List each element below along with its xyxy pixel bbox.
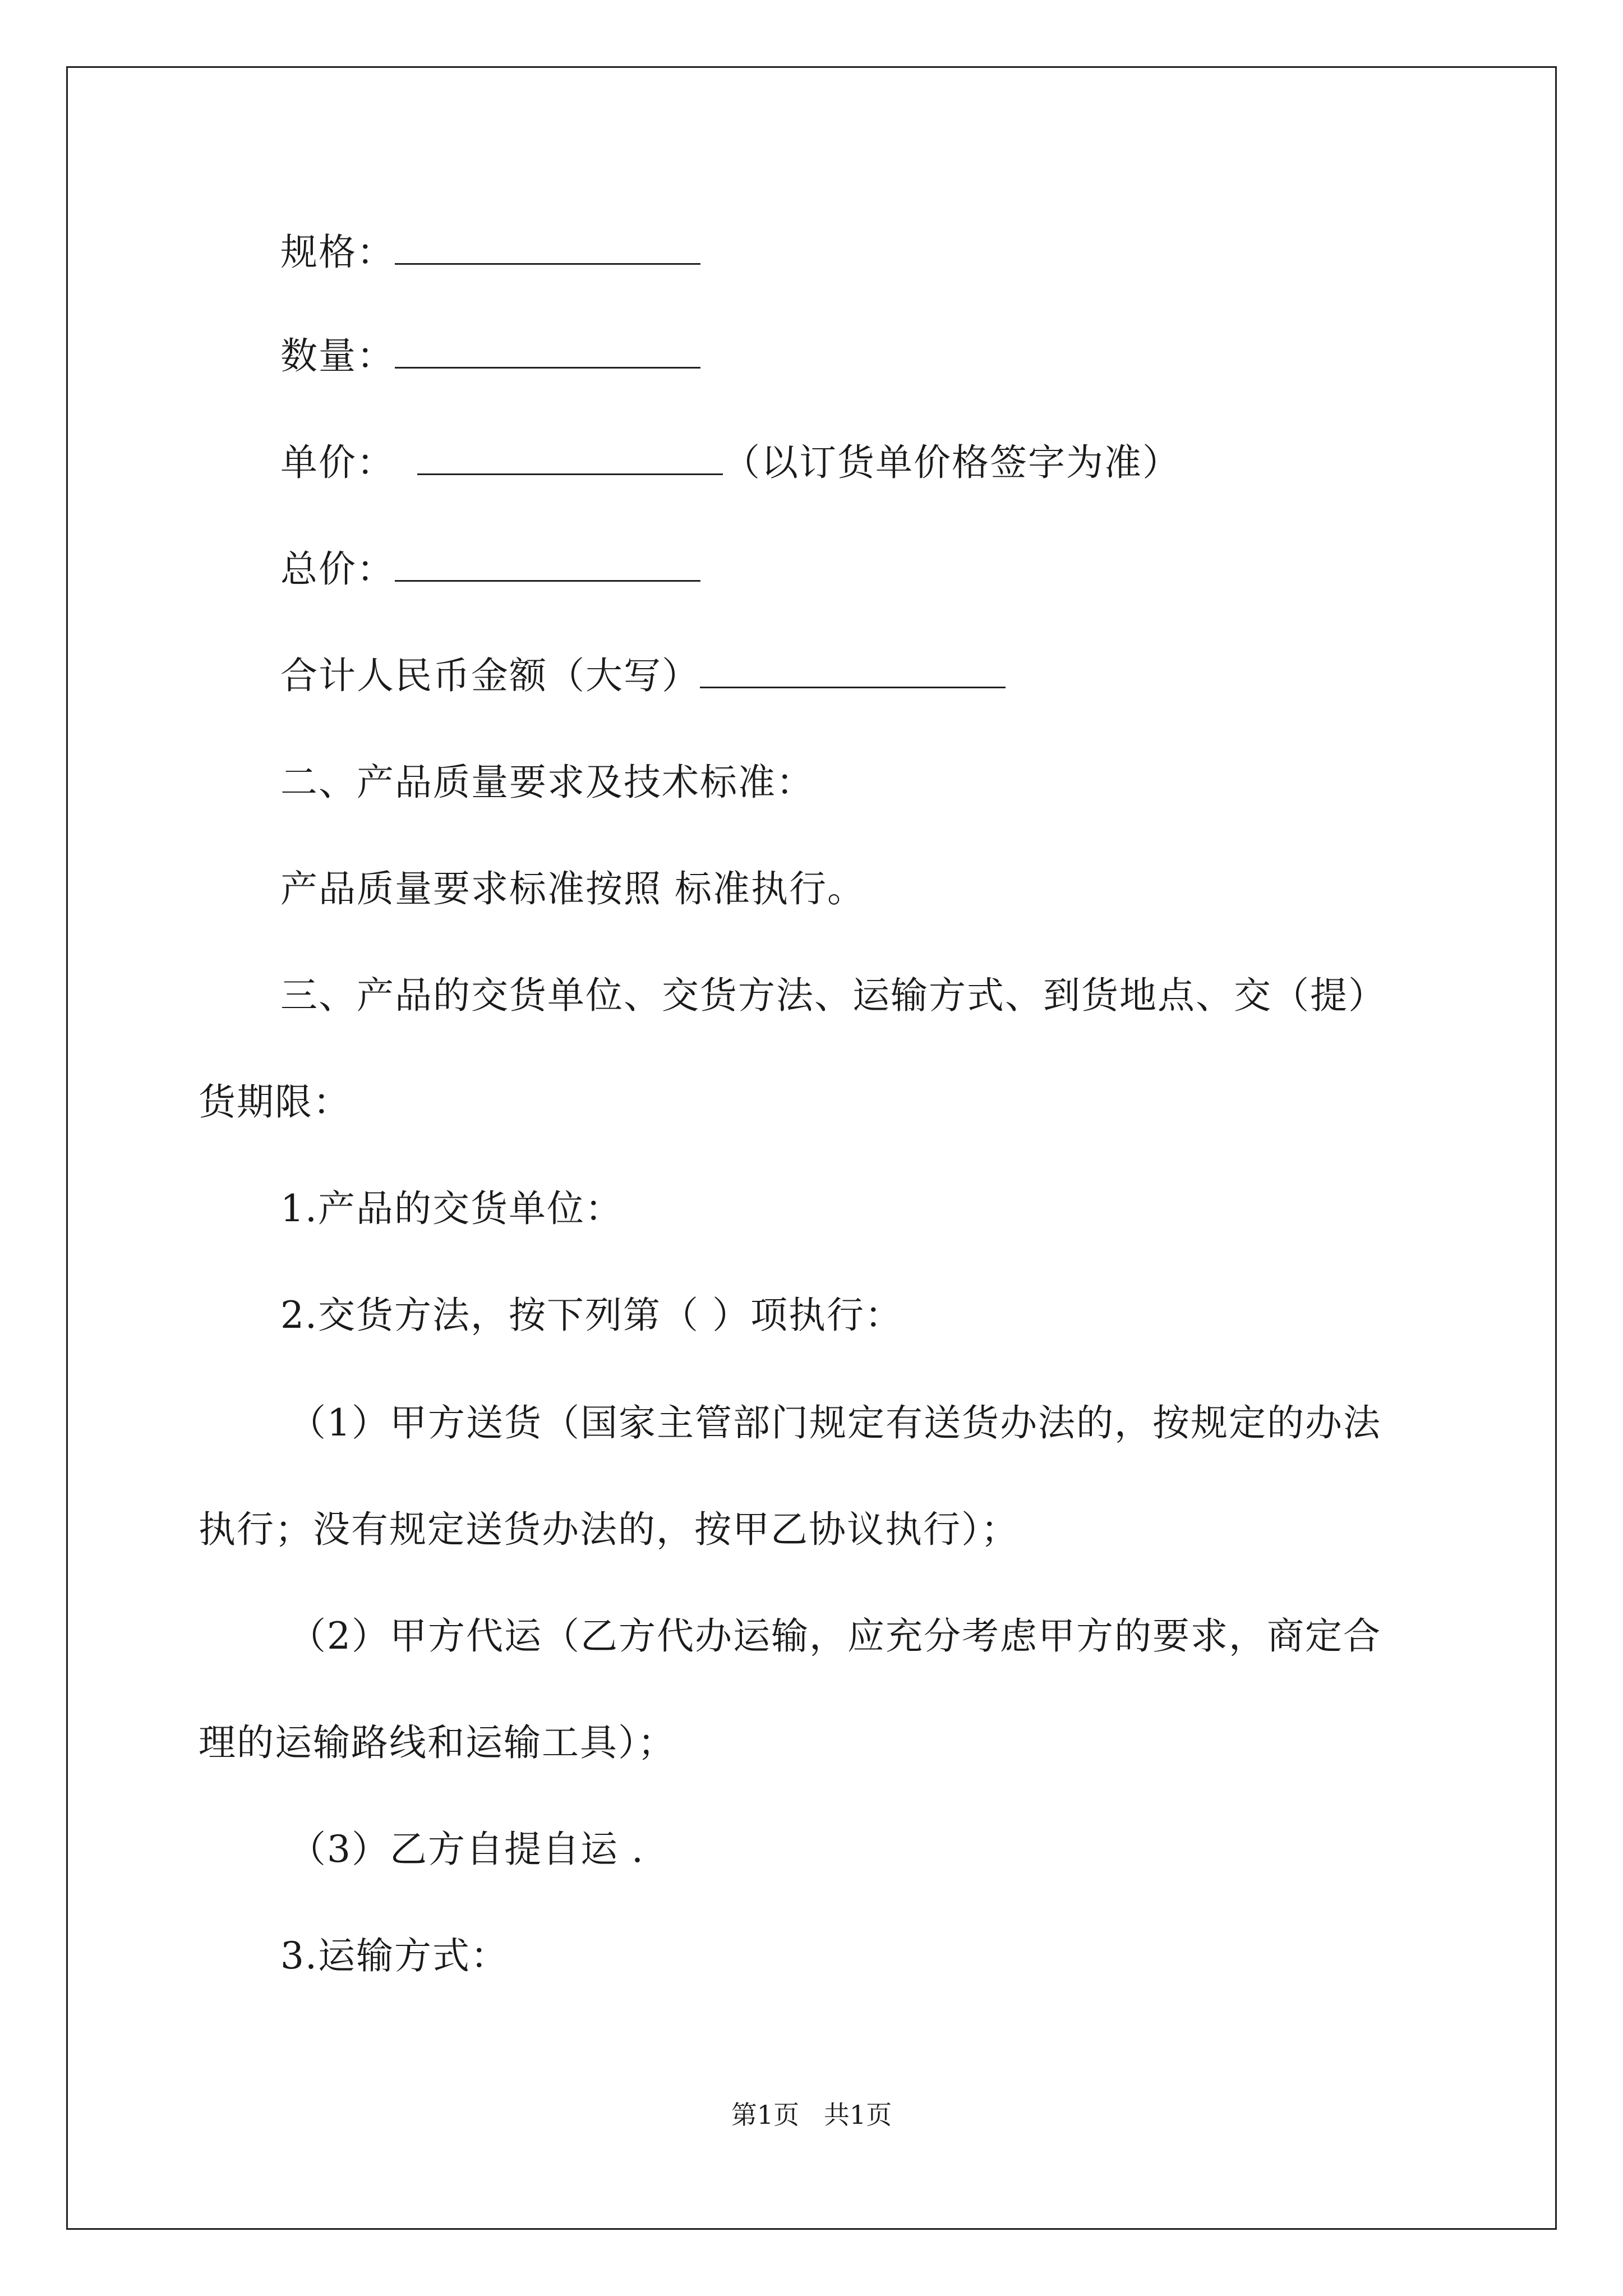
total-row — [280, 547, 700, 592]
spec-blank — [395, 231, 700, 265]
page-footer: 第1页 共1页 — [731, 2100, 892, 2130]
qty-label: 数量： — [280, 334, 395, 378]
opt1-line1: （1）甲方送货（国家主管部门规定有送货办法的，按规定的办法 — [289, 1401, 1381, 1444]
rmb-blank — [700, 654, 1006, 688]
price-note: （以订货单价格签字为准） — [723, 441, 1181, 484]
qty-blank — [395, 334, 700, 369]
opt1-line2: 执行；没有规定送货办法的，按甲乙协议执行）； — [199, 1508, 1019, 1551]
spec-label: 规格： — [280, 231, 395, 274]
total-label: 总价： — [280, 547, 395, 591]
qty-row — [280, 334, 700, 379]
opt2-line2: 理的运输路线和运输工具）； — [199, 1721, 676, 1764]
rmb-row — [280, 654, 1006, 698]
section2-body: 产品质量要求标准按照 标准执行。 — [280, 867, 865, 910]
item2: 2.交货方法，按下列第（ ）项执行： — [280, 1294, 903, 1337]
item1: 1.产品的交货单位： — [280, 1187, 623, 1230]
opt3: （3）乙方自提自运 . — [289, 1828, 644, 1871]
section3-heading-line1: 三、产品的交货单位、交货方法、运输方式、到货地点、交（提） — [280, 974, 1386, 1017]
item3: 3.运输方式： — [280, 1934, 509, 1977]
section2-heading: 二、产品质量要求及技术标准： — [280, 761, 814, 804]
price-blank — [417, 441, 723, 475]
section3-heading-line2: 货期限： — [199, 1080, 351, 1124]
price-row — [280, 440, 1181, 485]
opt2-line1: （2）甲方代运（乙方代办运输，应充分考虑甲方的要求，商定合 — [289, 1614, 1381, 1658]
price-label: 单价： — [280, 441, 395, 484]
page-frame — [66, 66, 1557, 2230]
spec-row — [280, 230, 700, 275]
total-blank — [395, 547, 700, 582]
rmb-label: 合计人民币金额（大写） — [280, 654, 700, 697]
